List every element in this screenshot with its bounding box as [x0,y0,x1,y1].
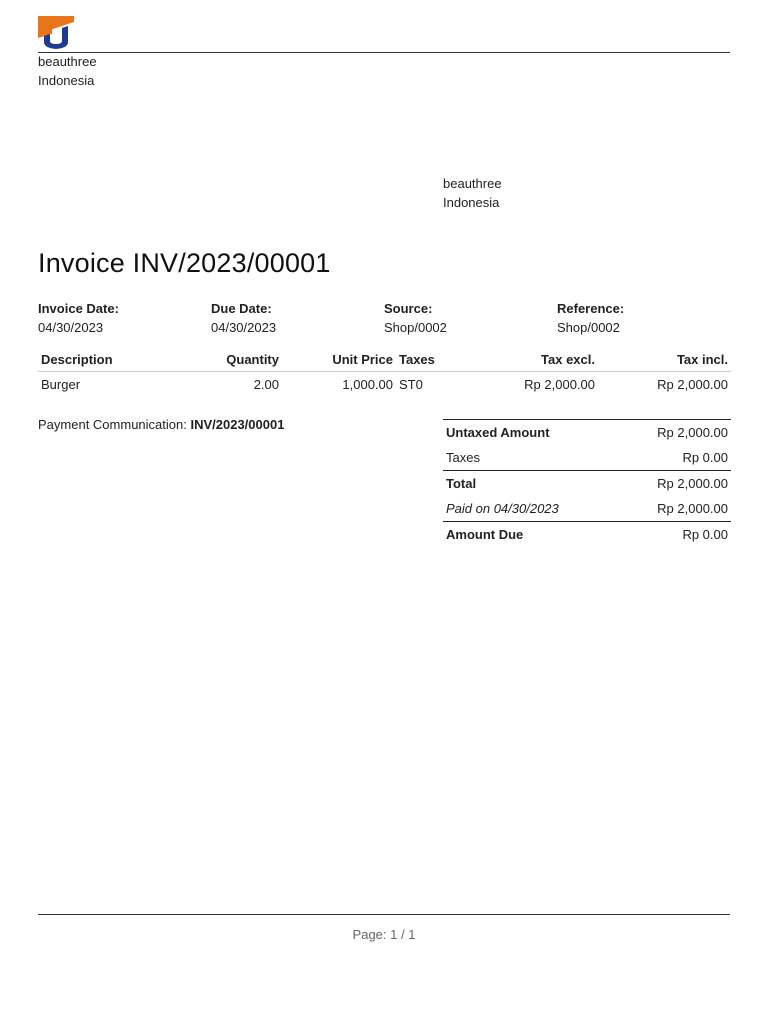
untaxed-value: Rp 2,000.00 [618,420,731,446]
line-quantity: 2.00 [253,376,279,392]
amount-due-row [443,522,731,548]
company-logo [38,16,76,52]
invoice-lines-table [38,350,731,396]
amount-due-value: Rp 0.00 [618,522,731,548]
col-tax-excl: Tax excl. [462,350,598,372]
reference-value: Shop/0002 [557,320,620,335]
col-unit-price: Unit Price [282,350,396,372]
taxes-label: Taxes [446,450,480,465]
source-info [384,299,447,337]
footer-divider [38,914,730,915]
company-address [38,52,97,90]
invoice-date-info [38,299,119,337]
invoice-date-value: 04/30/2023 [38,320,104,335]
amount-due-label: Amount Due [443,522,618,548]
untaxed-row [443,420,731,446]
payment-communication [38,417,284,432]
reference-info [557,299,624,337]
total-label: Total [443,471,618,497]
paid-label: Paid on 04/30/2023 [446,501,559,516]
totals-table [443,419,731,547]
company-logo-icon [38,16,76,52]
header-divider [38,52,730,53]
paid-value: Rp 2,000.00 [657,501,728,516]
due-date-label: Due Date: [211,301,272,316]
company-name: beauthree [38,54,97,69]
col-taxes: Taxes [396,350,462,372]
line-description: Burger [41,376,81,392]
total-row [443,471,731,497]
table-row [38,372,731,397]
line-unit-price: 1,000.00 [342,376,393,392]
line-tax-incl: Rp 2,000.00 [657,376,728,392]
col-tax-incl: Tax incl. [598,350,731,372]
col-quantity: Quantity [204,350,282,372]
company-country: Indonesia [38,73,95,88]
due-date-info [211,299,276,337]
payment-communication-label: Payment Communication: [38,417,187,432]
col-description: Description [38,350,204,372]
source-value: Shop/0002 [384,320,447,335]
line-taxes: ST0 [399,376,423,392]
taxes-value: Rp 0.00 [682,450,728,465]
invoice-title: Invoice INV/2023/00001 [38,248,331,278]
due-date-value: 04/30/2023 [211,320,277,335]
paid-row [443,496,731,522]
page-number: Page: 1 / 1 [352,927,416,942]
customer-country: Indonesia [443,195,500,210]
source-label: Source: [384,301,433,316]
line-tax-excl: Rp 2,000.00 [524,376,595,392]
taxes-row [443,445,731,471]
customer-address [443,174,502,212]
total-value: Rp 2,000.00 [618,471,731,497]
customer-name: beauthree [443,176,502,191]
table-header-row [38,350,731,372]
payment-communication-value: INV/2023/00001 [190,417,285,432]
reference-label: Reference: [557,301,625,316]
untaxed-label: Untaxed Amount [443,420,618,446]
invoice-date-label: Invoice Date: [38,301,119,316]
